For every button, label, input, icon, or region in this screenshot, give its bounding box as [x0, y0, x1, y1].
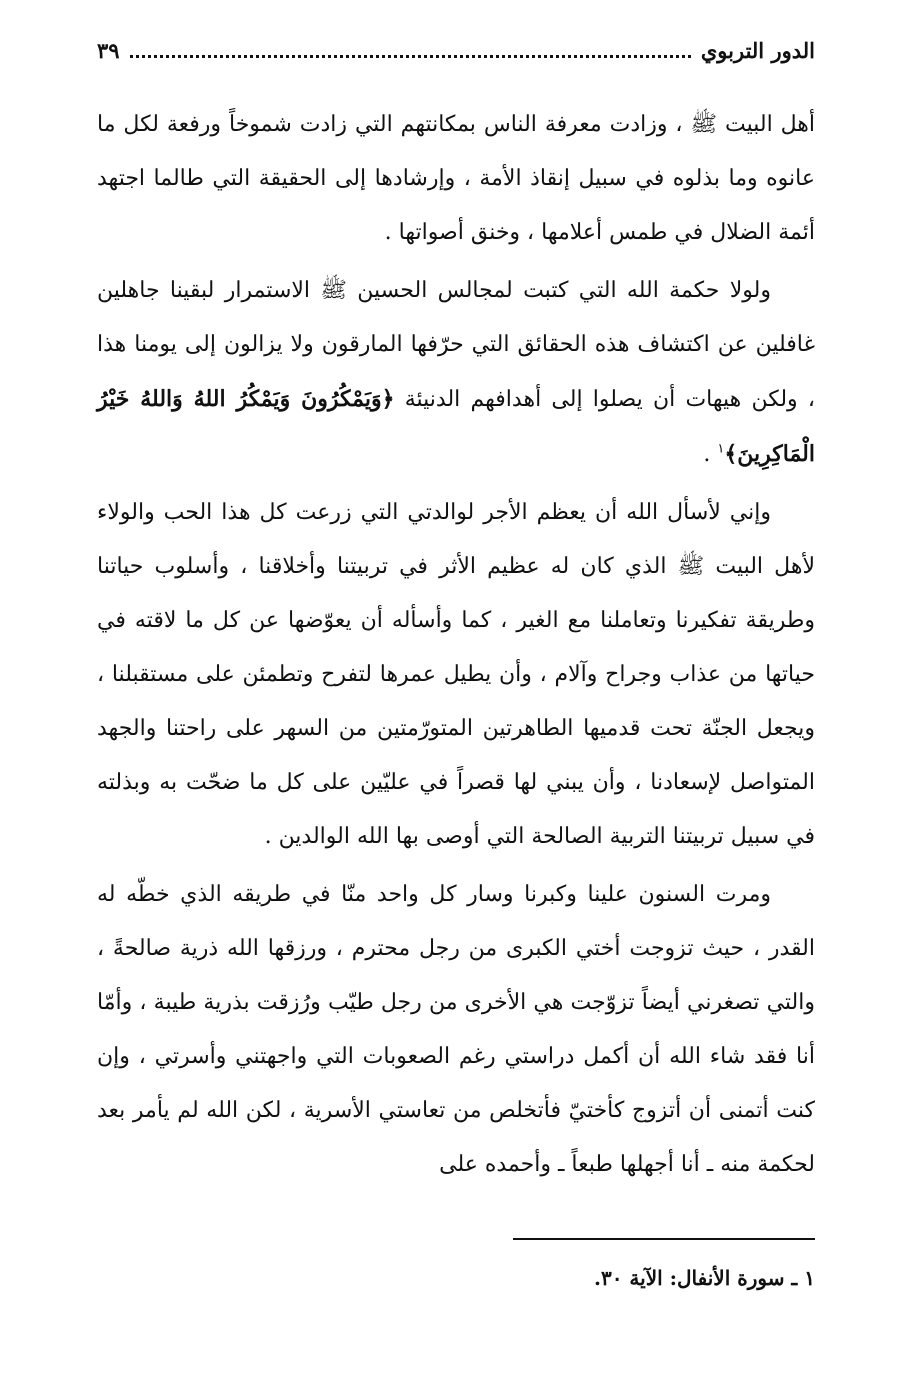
- paragraph-2-text: ولولا حكمة الله التي كتبت لمجالس الحسين ﷺ الاستمرار لبقينا جاهلين غافلين عن اكتشاف هذه الحقائق التي حرّفها المارقون ولا يزالون إلى يومنا هذا ، ولكن هيهات أن يصلوا إلى أهدافهم الدنيئة: [97, 278, 815, 412]
- chapter-title: الدور التربوي: [700, 37, 815, 63]
- footnote: ١ ـ سورة الأنفال: الآية ٣٠.: [593, 1266, 815, 1290]
- quran-verse: ﴿وَيَمْكُرُونَ وَيَمْكُرُ اللهُ وَاللهُ خَيْرُ الْمَاكِرِينَ﴾: [97, 386, 815, 467]
- header-leader-dots: [130, 55, 691, 58]
- footnote-divider: [513, 1238, 815, 1240]
- body-text: [97, 98, 815, 1196]
- paragraph-1: أهل البيت ﷺ ، وزادت معرفة الناس بمكانتهم التي زادت شموخاً ورفعة لكل ما عانوه وما بذلوه في سبيل إنقاذ الأمة ، وإرشادها إلى الحقيقة التي طالما اجتهد أئمة الضلال في طمس أعلامها ، وخنق أصواتها .: [97, 112, 815, 245]
- paragraph-2: [97, 264, 815, 482]
- page-number: ٣٩: [97, 37, 120, 63]
- paragraph-4: ومرت السنون علينا وكبرنا وسار كل واحد منّا في طريقه الذي خطّه له القدر ، حيث تزوجت أختي الكبرى من رجل محترم ، ورزقها الله ذرية صالحةً ، والتي تصغرني أيضاً تزوّجت هي الأخرى من رجل طيّب ورُزقت بذرية طيبة ، وأمّا أنا فقد شاء الله أن أكمل دراستي رغم الصعوبات التي واجهتني وأسرتي ، وإن كنت أتمنى أن أتزوج كأختيّ فأتخلص من تعاستي الأسرية ، لكن الله لم يأمر بعد لحكمة منه ـ أنا أجهلها طبعاً ـ وأحمده على: [97, 882, 815, 1177]
- paragraph-3: وإني لأسأل الله أن يعظم الأجر لوالدتي التي زرعت كل هذا الحب والولاء لأهل البيت ﷺ الذي كان له عظيم الأثر في تربيتنا وأخلاقنا ، وأسلوب حياتنا وطريقة تفكيرنا وتعاملنا مع الغير ، كما وأسأله أن يعوّضها عن كل ما لاقته في حياتها من عذاب وجراح وآلام ، وأن يطيل عمرها لتفرح وتطمئن على مستقبلنا ، ويجعل الجنّة تحت قدميها الطاهرتين المتورّمتين من السهر على راحتنا والجهد المتواصل لإسعادنا ، وأن يبني لها قصراً في عليّين على كل ما ضحّت به وبذلته في سبيل تربيتنا التربية الصالحة التي أوصى بها الله الوالدين .: [97, 500, 815, 849]
- running-header: [97, 30, 815, 70]
- verse-end-period: .: [703, 442, 718, 467]
- footnote-reference: ١: [717, 441, 725, 457]
